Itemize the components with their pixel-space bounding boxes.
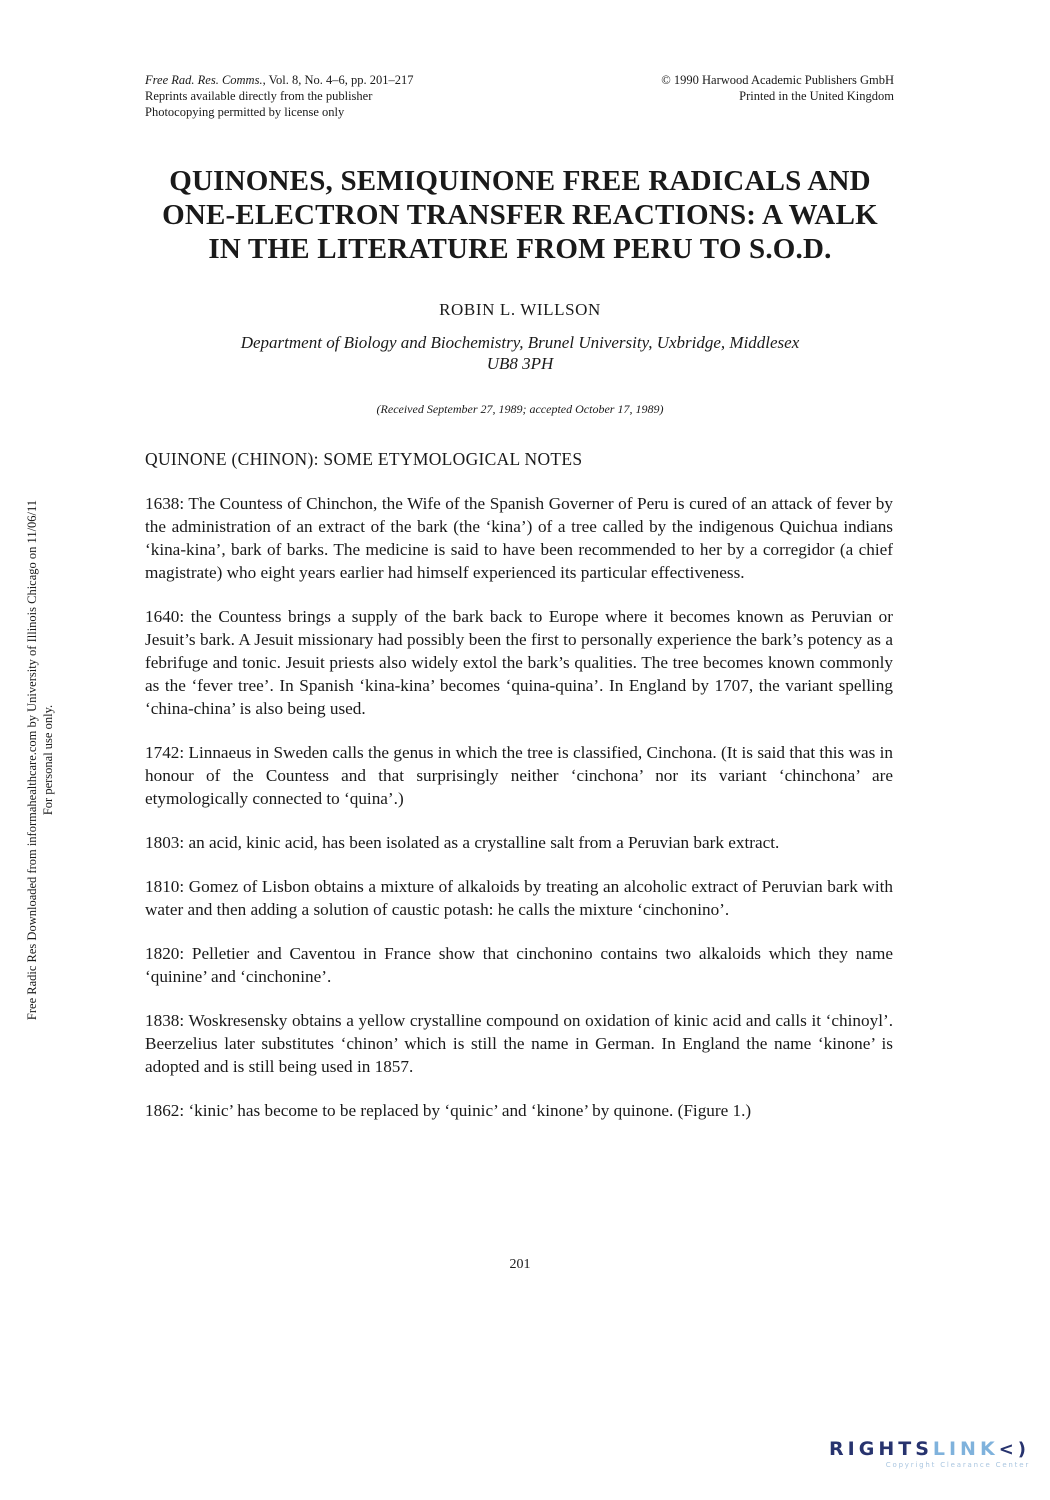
rightslink-logo[interactable] <box>829 1438 1030 1469</box>
photocopy-note: Photocopying permitted by license only <box>145 105 345 119</box>
received-dates: (Received September 27, 1989; accepted October 17, 1989) <box>376 402 664 416</box>
journal-name: Free Rad. Res. Comms. <box>145 73 263 87</box>
download-watermark <box>24 380 56 1140</box>
page-number: 201 <box>509 1257 531 1272</box>
paragraph-1803: 1803: an acid, kinic acid, has been isolated as a crystalline salt from a Peruvian bark extract. <box>145 833 780 852</box>
paragraph-1810: 1810: Gomez of Lisbon obtains a mixture of alkaloids by treating an alcoholic extract of Peruvian bark with water and then adding a solution of caustic potash: he calls the mixture ‘cinchonino’. <box>145 877 893 919</box>
author-name: ROBIN L. WILLSON <box>439 300 601 319</box>
journal-header-right <box>661 72 894 104</box>
reprints-note: Reprints available directly from the publisher <box>145 89 373 103</box>
section-heading: QUINONE (CHINON): SOME ETYMOLOGICAL NOTES <box>145 449 583 469</box>
affiliation-line-2: UB8 3PH <box>486 354 554 373</box>
watermark-line-2: For personal use only. <box>41 704 55 816</box>
author-affiliation <box>145 332 895 374</box>
copyright-line: © 1990 Harwood Academic Publishers GmbH <box>661 73 894 87</box>
title-line-1: QUINONES, SEMIQUINONE FREE RADICALS AND <box>169 165 871 197</box>
title-line-3: IN THE LITERATURE FROM PERU TO S.O.D. <box>208 233 832 265</box>
rightslink-arrow-icon: <) <box>998 1439 1030 1460</box>
rightslink-tagline: Copyright Clearance Center <box>885 1461 1030 1469</box>
paragraph-1820: 1820: Pelletier and Caventou in France show that cinchonino contains two alkaloids which they name ‘quinine’ and ‘cinchonine’. <box>145 944 893 986</box>
article-title <box>145 164 895 266</box>
printed-line: Printed in the United Kingdom <box>739 89 894 103</box>
watermark-line-1: Free Radic Res Downloaded from informahealthcare.com by University of Illinois Chicago on 11/06/11 <box>25 499 39 1021</box>
rightslink-word-rights: RIGHTS <box>829 1438 933 1460</box>
journal-header-left <box>145 72 414 120</box>
paragraph-1862: 1862: ‘kinic’ has become to be replaced by ‘quinic’ and ‘kinone’ by quinone. (Figure 1.) <box>145 1101 752 1120</box>
paragraph-1742: 1742: Linnaeus in Sweden calls the genus in which the tree is classified, Cinchona. (It is said that this was in honour of the Countess and that surprisingly neither ‘cinchona’ nor its variant ‘chinchona’ are etymologically connected to ‘quina’.) <box>145 743 893 808</box>
citation-line <box>145 72 414 88</box>
paragraph-1640: 1640: the Countess brings a supply of the bark back to Europe where it becomes known as Peruvian or Jesuit’s bark. A Jesuit missionary had possibly been the first to personally experience the bark’s potency as a febrifuge and tonic. Jesuit priests also widely extol the bark’s qualities. The tree becomes known commonly as the ‘fever tree’. In Spanish ‘kina-kina’ becomes ‘quina-quina’. In England by 1707, the variant spelling ‘china-china’ is also being used. <box>145 607 893 718</box>
paragraph-1638: 1638: The Countess of Chinchon, the Wife of the Spanish Governer of Peru is cured of an attack of fever by the administration of an extract of the bark (the ‘kina’) of a tree called by the indigenous Quichua indians ‘kina-kina’, bark of barks. The medicine is said to have been recommended to her by a corregidor (a chief magistrate) who eight years earlier had himself experienced its particular effectiveness. <box>145 494 893 582</box>
title-line-2: ONE-ELECTRON TRANSFER REACTIONS: A WALK <box>162 199 878 231</box>
paragraph-1838: 1838: Woskresensky obtains a yellow crystalline compound on oxidation of kinic acid and calls it ‘chinoyl’. Beerzelius later substitutes ‘chinon’ which is still the name in German. In England the name ‘kinone’ is adopted and is still being used in 1857. <box>145 1011 893 1076</box>
article-body <box>145 492 893 1143</box>
rightslink-wordmark <box>829 1438 1030 1460</box>
volume-pages: , Vol. 8, No. 4–6, pp. 201–217 <box>262 73 414 87</box>
affiliation-line-1: Department of Biology and Biochemistry, Brunel University, Uxbridge, Middlesex <box>240 333 800 352</box>
rightslink-word-link: LINK <box>932 1438 999 1460</box>
